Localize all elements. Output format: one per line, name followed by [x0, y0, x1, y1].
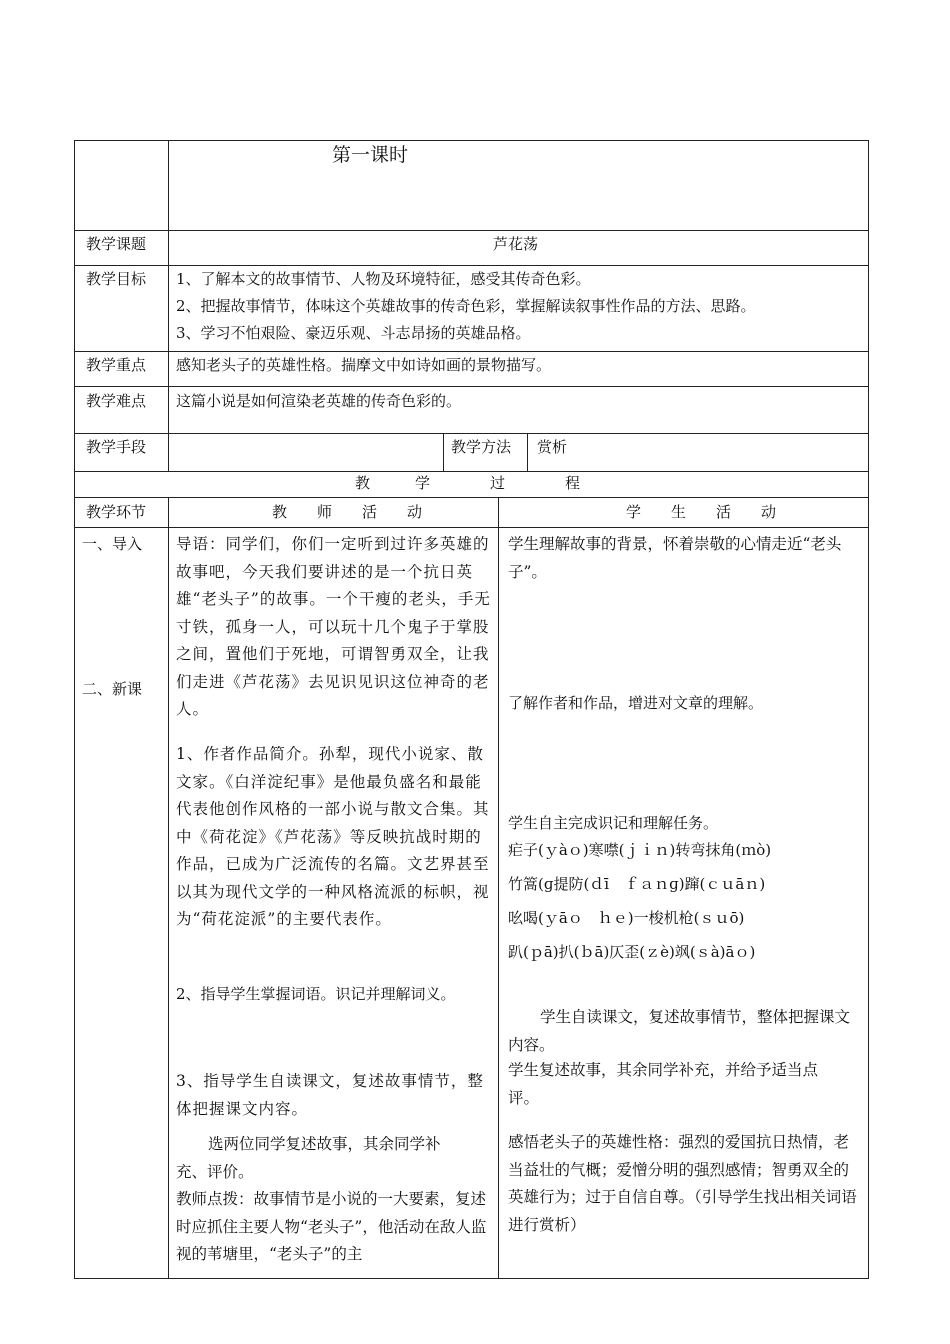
- table-rule: [74, 1278, 869, 1279]
- teacher-guide: 教师点拨：故事情节是小说的一大要素，复述时应抓住主要人物“老头子”，他活动在敌人监视的苇塘里，“老头子”的主: [176, 1190, 487, 1263]
- teacher-reading-task: 3、指导学生自读课文，复述故事情节，整体把握课文内容。: [176, 1072, 484, 1118]
- teacher-words-task: 2、指导学生掌握词语。识记并理解词义。: [176, 985, 456, 1003]
- label-means: 教学手段: [86, 438, 147, 456]
- label-topic: 教学课题: [86, 235, 147, 253]
- difficulty-text: 这篇小说是如何渲染老英雄的传奇色彩的。: [176, 392, 462, 410]
- table-rule: [74, 527, 869, 528]
- label-student-activity: 学 生 活 动: [626, 503, 777, 521]
- teacher-intro: 导语：同学们，你们一定听到过许多英雄的故事吧，今天我们要讲述的是一个抗日英雄“老头子”的故事。一个干瘦的老头，手无寸铁，孤身一人，可以玩十几个鬼子于掌股之间，置他们于死地，可谓智勇双全，让我们走进《芦花荡》去见识见识这位神奇的老人。: [176, 535, 491, 718]
- step-new-lesson: 二、新课: [82, 680, 143, 698]
- goal-item: 2、把握故事情节，体味这个英雄故事的传奇色彩，掌握解读叙事性作品的方法、思路。: [176, 297, 756, 315]
- student-intro: 学生理解故事的背景，怀着崇敬的心情走近“老头子”。: [508, 535, 842, 581]
- table-rule: [74, 386, 869, 387]
- table-rule: [168, 497, 169, 1279]
- key-points-text: 感知老头子的英雄性格。揣摩文中如诗如画的景物描写。: [176, 356, 552, 374]
- label-method: 教学方法: [451, 438, 512, 456]
- method-value: 赏析: [537, 438, 568, 456]
- process-heading: 教 学 过 程: [355, 474, 581, 492]
- goal-item: 3、学习不怕艰险、豪迈乐观、斗志昂扬的英雄品格。: [176, 324, 531, 342]
- label-teacher-activity: 教 师 活 动: [272, 503, 423, 521]
- table-rule: [527, 433, 528, 471]
- lesson-title: 第一课时: [332, 144, 409, 166]
- pinyin-line: 疟子(ｙàｏ)寒噤(ｊｉｎ)转弯抹角(ｍò): [508, 841, 772, 859]
- label-key-points: 教学重点: [86, 356, 147, 374]
- table-rule: [443, 433, 444, 471]
- topic-value: 芦花荡: [493, 235, 539, 253]
- student-retell: 学生复述故事，其余同学补充，并给予适当点评。: [508, 1061, 819, 1107]
- table-rule: [168, 140, 169, 471]
- table-rule: [74, 230, 869, 231]
- label-goals: 教学目标: [86, 270, 147, 288]
- table-rule: [74, 140, 75, 1279]
- teacher-retell-task: 选两位同学复述故事，其余同学补充、评价。: [176, 1135, 441, 1181]
- label-step: 教学环节: [86, 503, 147, 521]
- table-rule: [74, 497, 869, 498]
- table-rule: [868, 140, 869, 1279]
- pinyin-line: 竹篙(ɡ提防(ｄī ｆａｎɡ)蹿(ｃｕāｎ): [508, 875, 766, 893]
- goal-item: 1、了解本文的故事情节、人物及环境特征，感受其传奇色彩。: [176, 270, 591, 288]
- label-difficulty: 教学难点: [86, 392, 147, 410]
- table-rule: [498, 497, 499, 1279]
- student-author: 了解作者和作品，增进对文章的理解。: [508, 694, 764, 712]
- step-intro: 一、导入: [82, 535, 143, 553]
- pinyin-line: 趴(ｐā)扒(ｂā)仄歪(ｚè)飒(ｓà)āｏ): [508, 943, 756, 961]
- pinyin-line: 吆喝(ｙāｏ ｈｅ)一梭机枪(ｓｕō): [508, 909, 745, 927]
- table-rule: [74, 140, 869, 141]
- student-character: 感悟老头子的英雄性格：强烈的爱国抗日热情，老当益壮的气概；爱憎分明的强烈感情；智勇双全的英雄行为；过于自信自尊。（引导学生找出相关词语进行赏析）: [508, 1133, 857, 1234]
- teacher-author-intro: 1、作者作品简介。孙犁，现代小说家、散文家。《白洋淀纪事》是他最负盛名和最能代表他创作风格的一部小说与散文合集。其中《荷花淀》《芦花荡》等反映抗战时期的作品，已成为广泛流传的名篇。文艺界甚至以其为现代文学的一种风格流派的标帜，视为“荷花淀派”的主要代表作。: [176, 745, 490, 928]
- student-reading: 学生自读课文，复述故事情节，整体把握课文内容。: [508, 1008, 851, 1054]
- student-words-task: 学生自主完成识记和理解任务。: [508, 814, 719, 832]
